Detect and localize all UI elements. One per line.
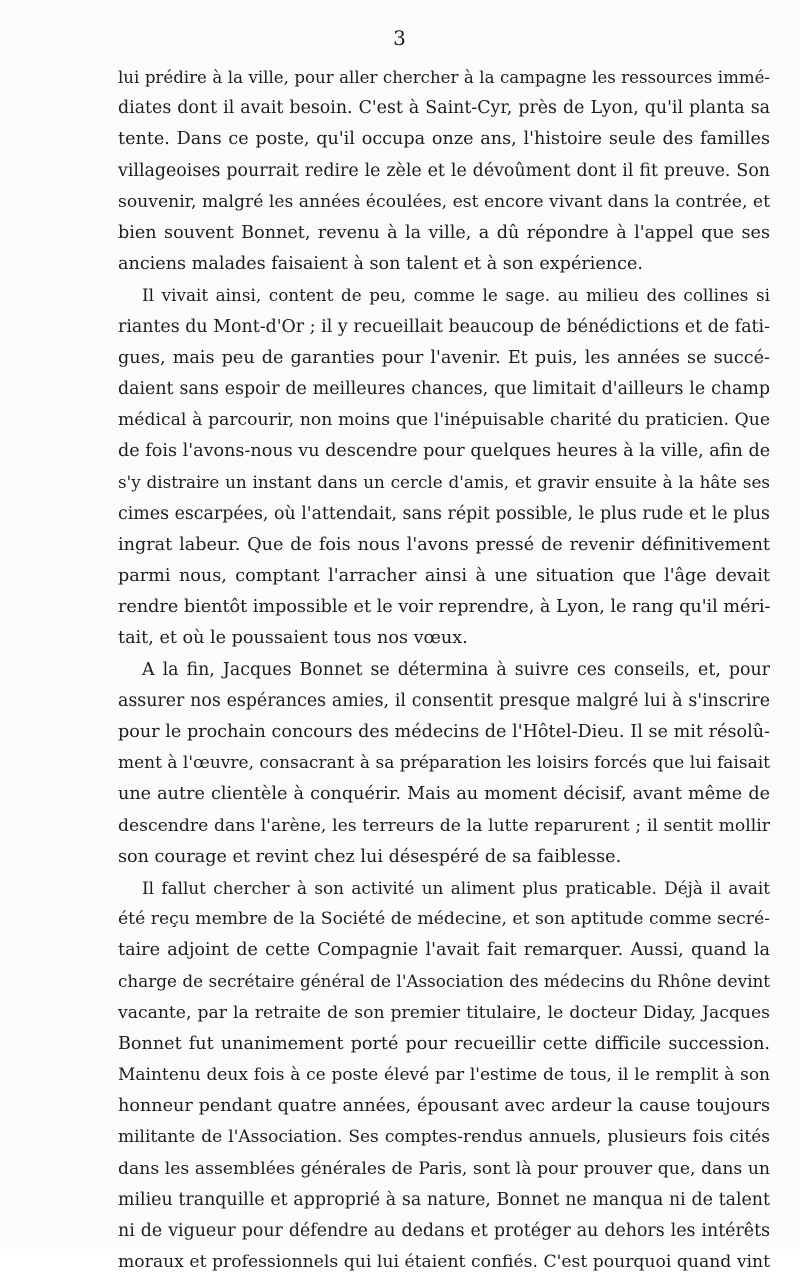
text-line: daient sans espoir de meilleures chances, que limitait d'ailleurs le champ — [118, 378, 770, 399]
text-line: de fois l'avons-nous vu descendre pour quelques heures à la ville, afin de — [118, 441, 771, 462]
text-line: anciens malades faisaient à son talent et à son expérience. — [118, 254, 643, 275]
text-line: A la fin, Jacques Bonnet se détermina à suivre ces conseils, et, pour — [142, 659, 770, 680]
text-line: gues, mais peu de garanties pour l'avenir. Et puis, les années se succé- — [118, 347, 770, 368]
text-line: tait, et où le poussaient tous nos vœux. — [118, 628, 468, 649]
text-line: militante de l'Association. Ses comptes-rendus annuels, plusieurs fois cités — [118, 1127, 770, 1148]
text-line: Bonnet fut unanimement porté pour recueillir cette difficile succession. — [118, 1033, 770, 1054]
body-text — [118, 62, 770, 1278]
text-line: été reçu membre de la Société de médecine, et son aptitude comme secré- — [118, 909, 770, 930]
text-line: riantes du Mont-d'Or ; il y recueillait beaucoup de bénédictions et de fati- — [118, 316, 770, 337]
text-line: honneur pendant quatre années, épousant avec ardeur la cause toujours — [118, 1096, 770, 1117]
text-line: bien souvent Bonnet, revenu à la ville, a dû répondre à l'appel que ses — [118, 222, 770, 243]
text-line: parmi nous, comptant l'arracher ainsi à une situation que l'âge devait — [118, 566, 770, 586]
text-line: s'y distraire un instant dans un cercle d'amis, et gravir ensuite à la hâte ses — [118, 472, 770, 493]
text-line: pour le prochain concours des médecins de l'Hôtel-Dieu. Il se mit résolû- — [118, 721, 770, 742]
text-line: villageoises pourrait redire le zèle et le dévoûment dont il fit preuve. Son — [118, 160, 770, 181]
text-line: vacante, par la retraite de son premier titulaire, le docteur Diday, Jacques — [118, 1002, 770, 1023]
text-line: assurer nos espérances amies, il consentit presque malgré lui à s'inscrire — [118, 690, 770, 711]
paragraph — [118, 62, 770, 280]
text-line: rendre bientôt impossible et le voir reprendre, à Lyon, le rang qu'il méri- — [118, 597, 771, 618]
paragraph — [118, 280, 770, 654]
text-line: une autre clientèle à conquérir. Mais au moment décisif, avant même de — [118, 784, 770, 805]
text-line: Il fallut chercher à son activité un aliment plus praticable. Déjà il avait — [142, 877, 770, 898]
text-line: dans les assemblées générales de Paris, sont là pour prouver que, dans un — [118, 1158, 770, 1179]
text-line: charge de secrétaire général de l'Association des médecins du Rhône devint — [118, 971, 770, 992]
text-line: son courage et revint chez lui désespéré de sa faiblesse. — [118, 846, 622, 867]
text-line: descendre dans l'arène, les terreurs de la lutte reparurent ; il sentit mollir — [118, 815, 770, 836]
text-line: Maintenu deux fois à ce poste élevé par l'estime de tous, il le remplit à son — [118, 1065, 770, 1085]
paragraph — [118, 873, 770, 1278]
text-line: médical à parcourir, non moins que l'inépuisable charité du praticien. Que — [118, 410, 770, 431]
page-number: 3 — [393, 26, 407, 50]
text-line: tente. Dans ce poste, qu'il occupa onze ans, l'histoire seule des familles — [118, 129, 770, 150]
text-line: ment à l'œuvre, consacrant à sa préparation les loisirs forcés que lui faisait — [118, 753, 770, 774]
text-line: taire adjoint de cette Compagnie l'avait fait remarquer. Aussi, quand la — [118, 940, 770, 961]
text-line: ni de vigueur pour défendre au dedans et protéger au dehors les intérêts — [118, 1220, 770, 1241]
text-line: souvenir, malgré les années écoulées, est encore vivant dans la contrée, et — [118, 191, 770, 212]
text-line: moraux et professionnels qui lui étaient confiés. C'est pourquoi quand vint — [118, 1252, 770, 1273]
text-line: milieu tranquille et approprié à sa nature, Bonnet ne manqua ni de talent — [118, 1189, 770, 1210]
text-line: ingrat labeur. Que de fois nous l'avons pressé de revenir définitivement — [118, 534, 770, 555]
text-line: lui prédire à la ville, pour aller chercher à la campagne les ressources immé- — [118, 68, 770, 87]
text-line: cimes escarpées, où l'attendait, sans répit possible, le plus rude et le plus — [118, 503, 770, 524]
paragraph — [118, 655, 770, 873]
text-line: diates dont il avait besoin. C'est à Saint-Cyr, près de Lyon, qu'il planta sa — [118, 98, 770, 119]
text-line: Il vivait ainsi, content de peu, comme le sage. au milieu des collines si — [142, 285, 770, 306]
